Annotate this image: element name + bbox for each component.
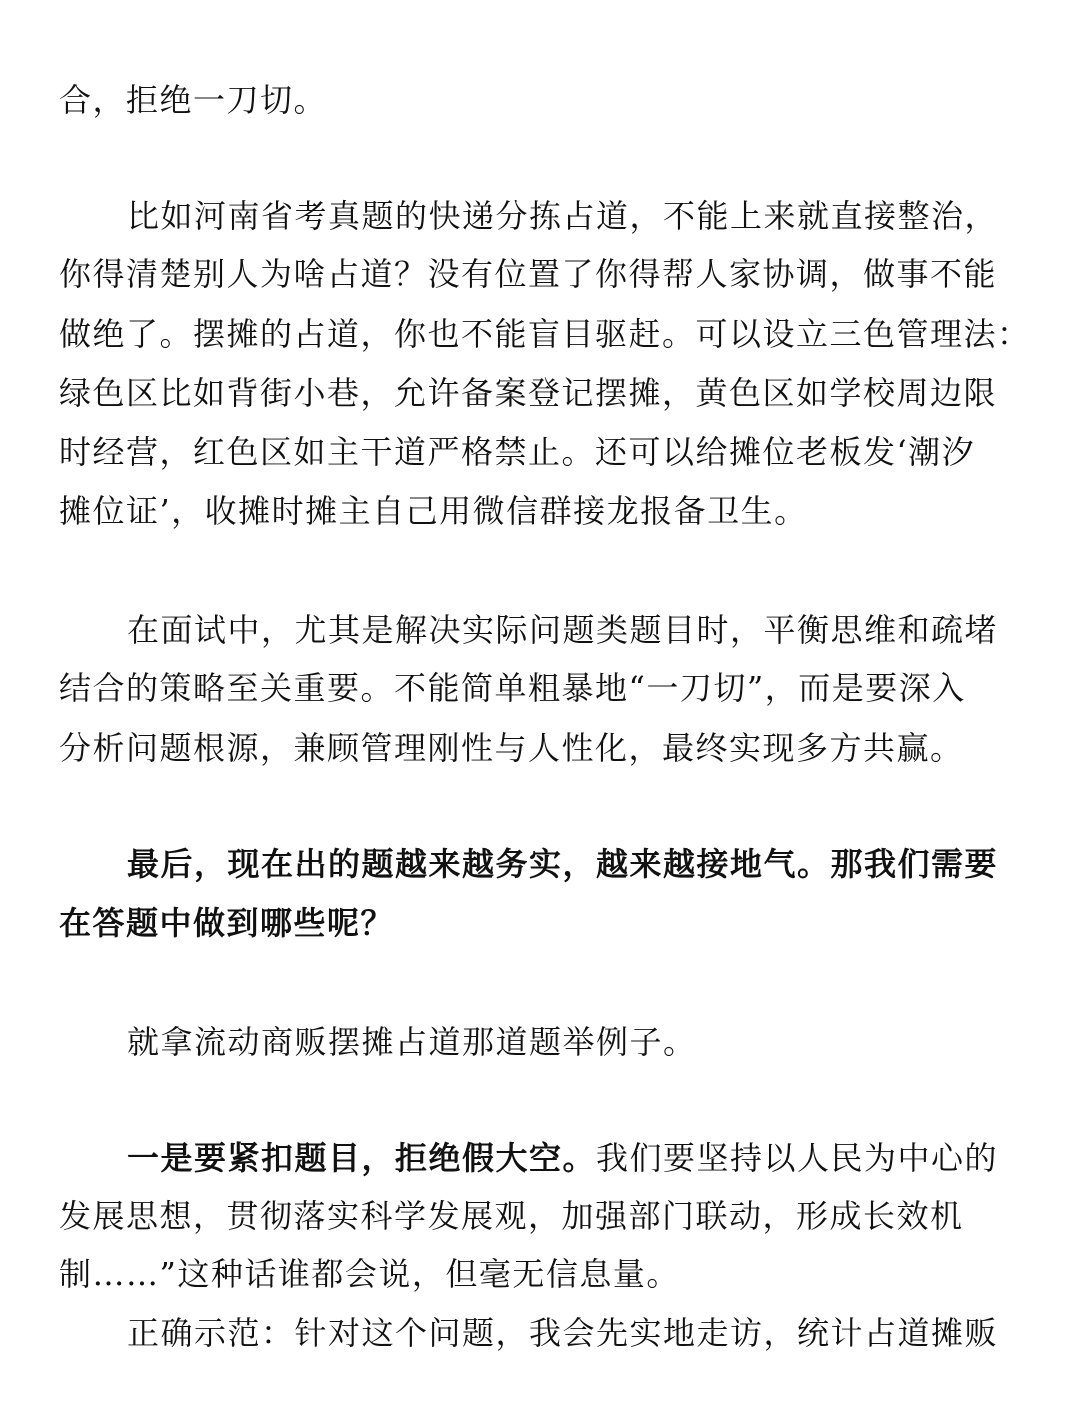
- paragraph-line: 在面试中，尤其是解决实际问题类题目时，平衡思维和疏堵: [127, 611, 999, 649]
- paragraph-line: 分析问题根源，兼顾管理刚性与人性化，最终实现多方共赢。: [59, 729, 964, 767]
- paragraph-line: 正确示范：针对这个问题，我会先实地走访，统计占道摊贩: [127, 1314, 999, 1352]
- paragraph-line: 做绝了。摆摊的占道，你也不能盲目驱赶。可以设立三色管理法：: [59, 315, 1031, 353]
- lead-continuation: 我们要坚持以人民为中心的: [596, 1139, 999, 1177]
- paragraph-line: 合，拒绝一刀切。: [59, 81, 328, 119]
- paragraph-line: [127, 1138, 1065, 1178]
- heading-line: 最后，现在出的题越来越务实，越来越接地气。那我们需要: [127, 845, 999, 883]
- paragraph-line: 就拿流动商贩摆摊占道那道题举例子。: [127, 1023, 697, 1061]
- paragraph-line: 时经营，红色区如主干道严格禁止。还可以给摊位老板发‘潮汐: [59, 433, 976, 471]
- paragraph-line: 绿色区比如背街小巷，允许备案登记摆摊，黄色区如学校周边限: [59, 374, 998, 412]
- paragraph-line: 结合的策略至关重要。不能简单粗暴地“一刀切”，而是要深入: [59, 669, 966, 707]
- paragraph-line: 摊位证’，收摊时摊主自己用微信群接龙报备卫生。: [59, 492, 808, 530]
- paragraph-line: 比如河南省考真题的快递分拣占道，不能上来就直接整治，: [127, 197, 999, 235]
- heading-line: 在答题中做到哪些呢？: [59, 904, 395, 942]
- paragraph-line: 制……”这种话谁都会说，但毫无信息量。: [59, 1255, 680, 1293]
- bold-lead: 一是要紧扣题目，拒绝假大空。: [127, 1139, 597, 1177]
- paragraph-line: 你得清楚别人为啥占道？没有位置了你得帮人家协调，做事不能: [59, 255, 998, 293]
- paragraph-line: 发展思想，贯彻落实科学发展观，加强部门联动，形成长效机: [59, 1197, 964, 1235]
